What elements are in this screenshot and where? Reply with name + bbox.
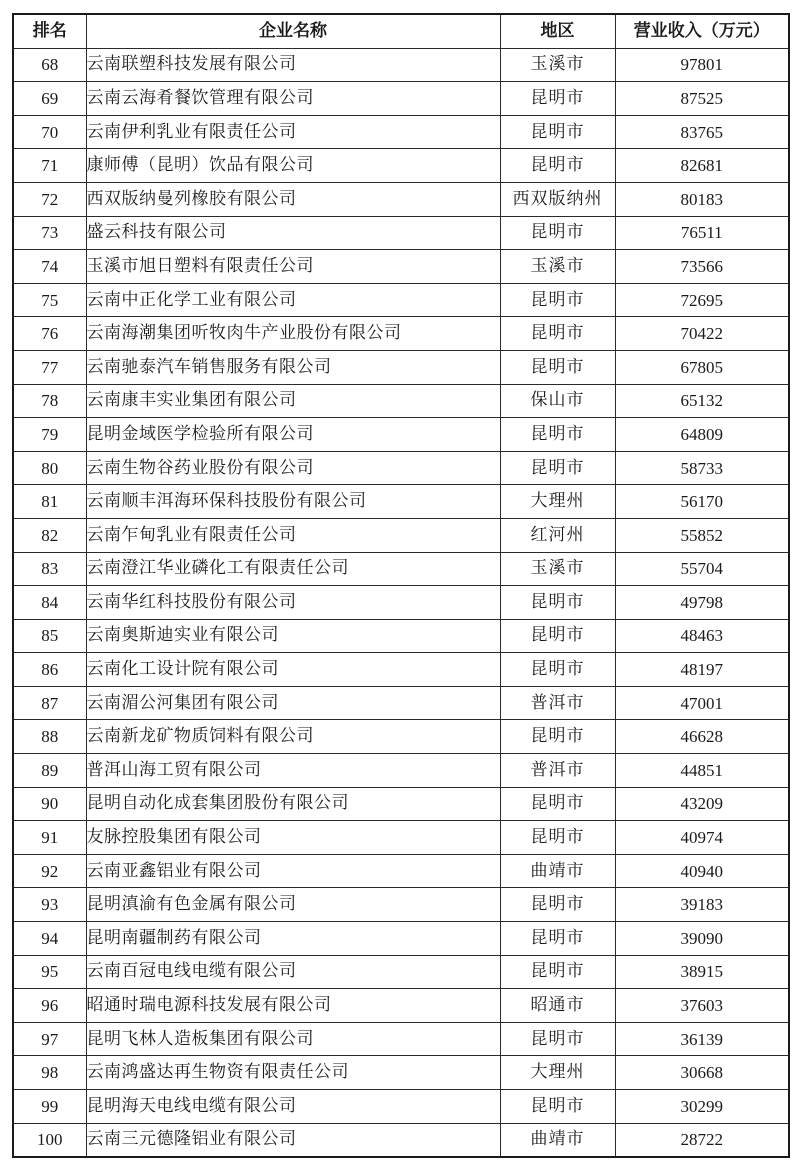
rank-cell: 72 [13,182,86,216]
region-cell: 昆明市 [500,149,615,183]
revenue-cell: 38915 [615,955,789,989]
rank-cell: 71 [13,149,86,183]
table-row [13,317,789,351]
rank-cell: 80 [13,451,86,485]
table-row [13,115,789,149]
company-name-cell: 云南联塑科技发展有限公司 [86,48,500,82]
region-cell: 昆明市 [500,451,615,485]
rank-cell: 68 [13,48,86,82]
company-name-cell: 云南顺丰洱海环保科技股份有限公司 [86,485,500,519]
rank-cell: 81 [13,485,86,519]
rank-cell: 92 [13,854,86,888]
table-row [13,182,789,216]
region-cell: 玉溪市 [500,250,615,284]
region-cell: 昆明市 [500,82,615,116]
revenue-cell: 30299 [615,1090,789,1124]
revenue-cell: 30668 [615,1056,789,1090]
revenue-cell: 47001 [615,686,789,720]
company-name-cell: 康师傅（昆明）饮品有限公司 [86,149,500,183]
rank-cell: 74 [13,250,86,284]
region-cell: 曲靖市 [500,1123,615,1157]
company-name-cell: 云南云海肴餐饮管理有限公司 [86,82,500,116]
table-row [13,350,789,384]
rank-cell: 100 [13,1123,86,1157]
table-row [13,451,789,485]
rank-cell: 77 [13,350,86,384]
revenue-cell: 28722 [615,1123,789,1157]
rank-cell: 75 [13,283,86,317]
table-header [13,14,789,48]
rank-cell: 85 [13,619,86,653]
region-cell: 保山市 [500,384,615,418]
revenue-cell: 72695 [615,283,789,317]
region-cell: 昆明市 [500,216,615,250]
table-row [13,922,789,956]
company-name-cell: 云南澄江华业磷化工有限责任公司 [86,552,500,586]
table-row [13,888,789,922]
company-name-cell: 盛云科技有限公司 [86,216,500,250]
revenue-cell: 40974 [615,821,789,855]
region-cell: 昆明市 [500,888,615,922]
table-row [13,149,789,183]
region-cell: 玉溪市 [500,552,615,586]
table-row [13,955,789,989]
company-name-cell: 云南乍甸乳业有限责任公司 [86,518,500,552]
company-name-cell: 友脉控股集团有限公司 [86,821,500,855]
region-cell: 普洱市 [500,686,615,720]
revenue-cell: 48463 [615,619,789,653]
revenue-cell: 64809 [615,418,789,452]
company-name-cell: 云南奥斯迪实业有限公司 [86,619,500,653]
revenue-cell: 73566 [615,250,789,284]
region-cell: 昆明市 [500,821,615,855]
table-row [13,989,789,1023]
region-cell: 玉溪市 [500,48,615,82]
revenue-cell: 65132 [615,384,789,418]
region-cell: 昆明市 [500,317,615,351]
company-name-cell: 云南伊利乳业有限责任公司 [86,115,500,149]
rank-cell: 95 [13,955,86,989]
table-row [13,283,789,317]
header-revenue: 营业收入（万元） [615,14,789,48]
region-cell: 昆明市 [500,922,615,956]
company-name-cell: 玉溪市旭日塑料有限责任公司 [86,250,500,284]
company-name-cell: 昆明自动化成套集团股份有限公司 [86,787,500,821]
region-cell: 昆明市 [500,1090,615,1124]
rank-cell: 87 [13,686,86,720]
revenue-cell: 55704 [615,552,789,586]
table-row [13,720,789,754]
table-row [13,552,789,586]
header-row [13,14,789,48]
revenue-cell: 76511 [615,216,789,250]
table-row [13,686,789,720]
table-row [13,821,789,855]
rank-cell: 93 [13,888,86,922]
region-cell: 曲靖市 [500,854,615,888]
header-region: 地区 [500,14,615,48]
region-cell: 昭通市 [500,989,615,1023]
company-name-cell: 云南新龙矿物质饲料有限公司 [86,720,500,754]
table-row [13,1056,789,1090]
rank-cell: 89 [13,754,86,788]
rank-cell: 86 [13,653,86,687]
region-cell: 昆明市 [500,1022,615,1056]
region-cell: 红河州 [500,518,615,552]
company-name-cell: 云南化工设计院有限公司 [86,653,500,687]
revenue-cell: 67805 [615,350,789,384]
company-name-cell: 昆明海天电线电缆有限公司 [86,1090,500,1124]
revenue-cell: 82681 [615,149,789,183]
company-name-cell: 普洱山海工贸有限公司 [86,754,500,788]
revenue-cell: 48197 [615,653,789,687]
company-name-cell: 云南百冠电线电缆有限公司 [86,955,500,989]
revenue-cell: 49798 [615,586,789,620]
region-cell: 昆明市 [500,720,615,754]
rank-cell: 98 [13,1056,86,1090]
rank-cell: 83 [13,552,86,586]
rank-cell: 78 [13,384,86,418]
company-name-cell: 昆明金域医学检验所有限公司 [86,418,500,452]
company-name-cell: 云南中正化学工业有限公司 [86,283,500,317]
table-body [13,48,789,1157]
header-rank: 排名 [13,14,86,48]
revenue-cell: 70422 [615,317,789,351]
revenue-cell: 87525 [615,82,789,116]
table-row [13,854,789,888]
revenue-cell: 46628 [615,720,789,754]
table-row [13,586,789,620]
company-name-cell: 西双版纳曼列橡胶有限公司 [86,182,500,216]
ranking-table [12,13,790,1158]
company-name-cell: 云南三元德隆铝业有限公司 [86,1123,500,1157]
table-row [13,518,789,552]
company-name-cell: 云南驰泰汽车销售服务有限公司 [86,350,500,384]
table-row [13,787,789,821]
table-row [13,1022,789,1056]
table-row [13,653,789,687]
rank-cell: 70 [13,115,86,149]
region-cell: 昆明市 [500,350,615,384]
company-name-cell: 云南康丰实业集团有限公司 [86,384,500,418]
rank-cell: 99 [13,1090,86,1124]
revenue-cell: 83765 [615,115,789,149]
revenue-cell: 39183 [615,888,789,922]
revenue-cell: 37603 [615,989,789,1023]
revenue-cell: 55852 [615,518,789,552]
header-company: 企业名称 [86,14,500,48]
company-name-cell: 云南亚鑫铝业有限公司 [86,854,500,888]
region-cell: 昆明市 [500,787,615,821]
company-name-cell: 昆明南疆制药有限公司 [86,922,500,956]
rank-cell: 79 [13,418,86,452]
revenue-cell: 40940 [615,854,789,888]
company-name-cell: 云南湄公河集团有限公司 [86,686,500,720]
region-cell: 昆明市 [500,619,615,653]
rank-cell: 96 [13,989,86,1023]
company-name-cell: 云南海潮集团听牧肉牛产业股份有限公司 [86,317,500,351]
region-cell: 昆明市 [500,115,615,149]
region-cell: 昆明市 [500,586,615,620]
table-row [13,82,789,116]
revenue-cell: 58733 [615,451,789,485]
table-row [13,250,789,284]
region-cell: 普洱市 [500,754,615,788]
company-name-cell: 昆明滇渝有色金属有限公司 [86,888,500,922]
revenue-cell: 44851 [615,754,789,788]
table-row [13,485,789,519]
revenue-cell: 97801 [615,48,789,82]
table-row [13,418,789,452]
rank-cell: 97 [13,1022,86,1056]
company-name-cell: 云南华红科技股份有限公司 [86,586,500,620]
company-name-cell: 云南鸿盛达再生物资有限责任公司 [86,1056,500,1090]
region-cell: 昆明市 [500,653,615,687]
table-row [13,1123,789,1157]
rank-cell: 91 [13,821,86,855]
rank-cell: 69 [13,82,86,116]
table-row [13,754,789,788]
table-row [13,216,789,250]
table-row [13,619,789,653]
revenue-cell: 80183 [615,182,789,216]
rank-cell: 82 [13,518,86,552]
rank-cell: 84 [13,586,86,620]
revenue-cell: 43209 [615,787,789,821]
revenue-cell: 39090 [615,922,789,956]
region-cell: 大理州 [500,485,615,519]
rank-cell: 94 [13,922,86,956]
rank-cell: 88 [13,720,86,754]
region-cell: 昆明市 [500,283,615,317]
revenue-cell: 56170 [615,485,789,519]
rank-cell: 76 [13,317,86,351]
company-name-cell: 昆明飞林人造板集团有限公司 [86,1022,500,1056]
table-row [13,1090,789,1124]
region-cell: 大理州 [500,1056,615,1090]
company-name-cell: 昭通时瑞电源科技发展有限公司 [86,989,500,1023]
region-cell: 昆明市 [500,418,615,452]
region-cell: 昆明市 [500,955,615,989]
table-row [13,384,789,418]
rank-cell: 73 [13,216,86,250]
table-row [13,48,789,82]
revenue-cell: 36139 [615,1022,789,1056]
region-cell: 西双版纳州 [500,182,615,216]
company-name-cell: 云南生物谷药业股份有限公司 [86,451,500,485]
rank-cell: 90 [13,787,86,821]
